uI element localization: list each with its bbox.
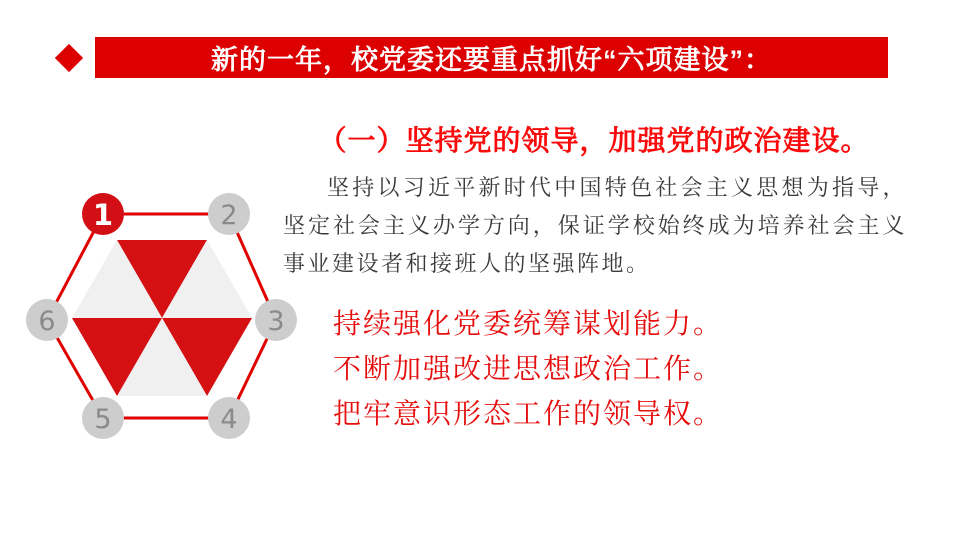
node-2-label: 2 [220, 200, 238, 231]
key-point: 把牢意识形态工作的领导权。 [333, 397, 724, 430]
node-4-label: 4 [220, 404, 238, 435]
key-point: 不断加强改进思想政治工作。 [333, 352, 724, 385]
node-3-label: 3 [267, 306, 285, 337]
node-5-label: 5 [94, 404, 112, 435]
node-1-label: 1 [92, 198, 114, 232]
section-heading: （一）坚持党的领导，加强党的政治建设。 [318, 125, 870, 156]
key-points-list [333, 301, 723, 436]
section-paragraph: 坚持以习近平新时代中国特色社会主义思想为指导，坚定社会主义办学方向，保证学校始终成为培养社会主义事业建设者和接班人的坚强阵地。 [283, 175, 907, 276]
key-point: 持续强化党委统筹谋划能力。 [333, 307, 724, 340]
node-6-label: 6 [38, 306, 56, 337]
slide-title: 新的一年，校党委还要重点抓好“六项建设”： [211, 45, 772, 75]
